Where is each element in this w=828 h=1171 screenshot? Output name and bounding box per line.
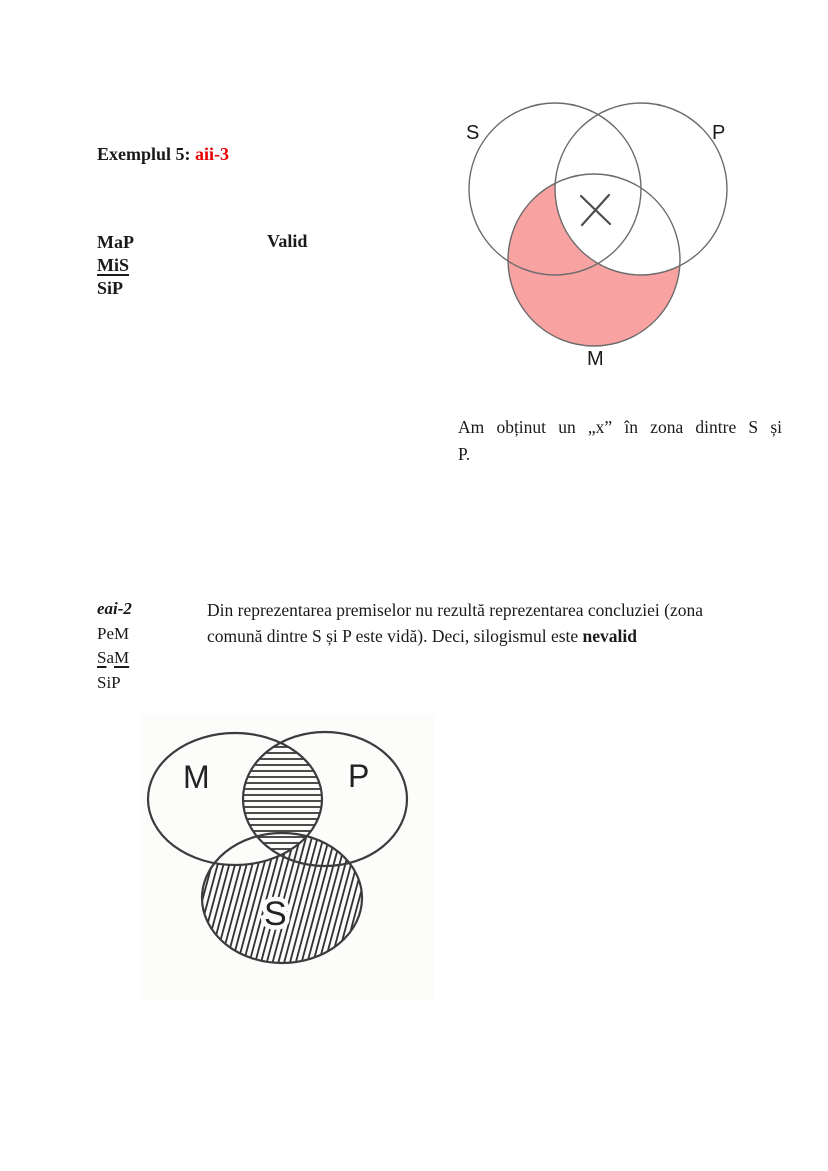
syllogism-2-premise-2-m: M xyxy=(114,648,130,667)
venn-diagram-top xyxy=(450,92,746,382)
example-heading xyxy=(97,144,229,165)
syllogism-2 xyxy=(97,597,132,695)
syllogism-1 xyxy=(97,231,134,300)
explanation-line-2-bold: nevalid xyxy=(582,626,638,646)
venn-diagram-bottom xyxy=(140,714,434,1000)
syllogism-1-verdict: Valid xyxy=(267,231,308,251)
syllogism-1-premise-2: MiS xyxy=(97,255,130,275)
caption-line-2: P. xyxy=(458,444,471,464)
explanation-line-2-regular: comună dintre S și P este vidă). Deci, silogismul este xyxy=(207,626,583,646)
example-heading-separator: : xyxy=(184,144,196,164)
example-heading-label: Exemplul 5 xyxy=(97,144,185,164)
syllogism-2-premise-2-a: a xyxy=(106,648,115,667)
syllogism-2-premise-2 xyxy=(97,646,132,671)
explanation-line-2 xyxy=(207,623,799,649)
syllogism-1-premise-1: MaP xyxy=(97,232,134,252)
venn-bottom-label-m: M xyxy=(183,759,210,795)
venn-top-shaded-region-m-minus-p xyxy=(508,174,680,346)
explanation-paragraph xyxy=(207,597,799,649)
venn-bottom-label-p: P xyxy=(348,758,370,794)
syllogism-1-conclusion: SiP xyxy=(97,278,124,298)
venn-bottom-label-s: S xyxy=(264,895,287,933)
syllogism-2-mood: eai-2 xyxy=(97,599,132,618)
syllogism-2-premise-2-s: S xyxy=(97,648,107,667)
venn-top-label-p: P xyxy=(712,122,726,144)
explanation-line-1: Din reprezentarea premiselor nu rezultă reprezentarea concluziei (zona xyxy=(207,600,704,620)
venn-top-caption xyxy=(458,414,782,468)
example-heading-mood: aii-3 xyxy=(195,144,230,164)
venn-top-label-s: S xyxy=(466,122,480,144)
syllogism-2-premise-1: PeM xyxy=(97,623,130,643)
caption-line-1: Am obținut un „x” în zona dintre S și xyxy=(458,417,782,437)
syllogism-2-conclusion: SiP xyxy=(97,672,121,692)
venn-top-label-m: M xyxy=(587,348,604,370)
